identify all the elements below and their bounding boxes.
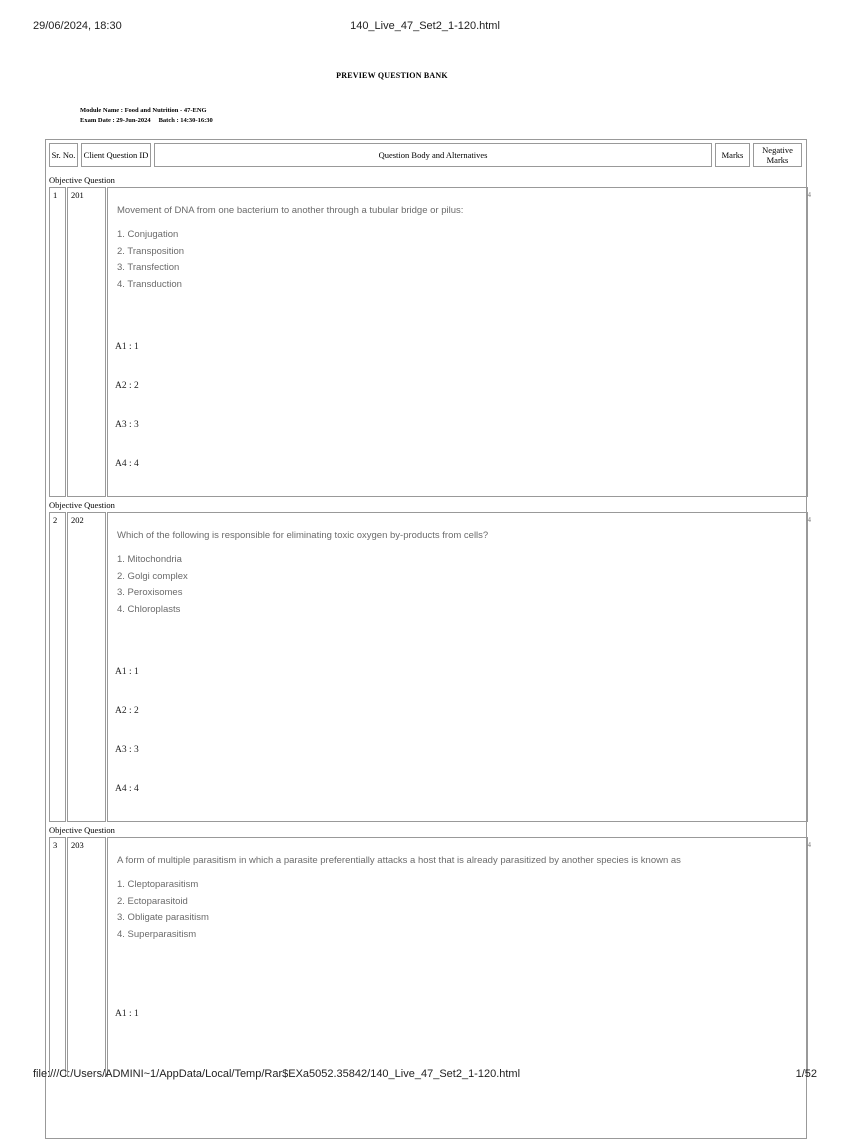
option-item: 4. Transduction <box>117 279 182 291</box>
option-item: 1. Conjugation <box>117 229 179 240</box>
answer-key: A4 : 4 <box>115 784 139 794</box>
question-sr-no: 1 <box>49 187 66 497</box>
option-item: 2. Golgi complex <box>117 570 188 582</box>
question-client-id: 203 <box>67 837 106 1077</box>
header-marks: Marks <box>715 143 750 167</box>
exam-date: Exam Date : 29-Jun-2024 <box>80 117 151 124</box>
answer-key: A3 : 3 <box>115 420 139 430</box>
marks-value: 4 <box>807 841 811 849</box>
module-name: Module Name : Food and Nutrition - 47-ENG <box>80 107 207 114</box>
marks-value: 4 <box>807 516 811 524</box>
header-sr-no: Sr. No. <box>49 143 78 167</box>
answer-key: A3 : 3 <box>115 745 139 755</box>
question-client-id: 202 <box>67 512 106 822</box>
answer-key: A2 : 2 <box>115 706 139 716</box>
section-label: Objective Question <box>49 175 115 185</box>
options-list <box>117 227 737 294</box>
option-item: 3. Obligate parasitism <box>117 912 209 924</box>
question-client-id: 201 <box>67 187 106 497</box>
options-list <box>117 552 737 619</box>
answer-key: A4 : 4 <box>115 459 139 469</box>
print-page-number: 1/52 <box>795 1068 817 1080</box>
question-body-cell <box>107 512 808 822</box>
exam-meta <box>80 106 213 126</box>
header-negative-marks: Negative Marks <box>753 143 802 167</box>
section-label: Objective Question <box>49 825 115 835</box>
question-table <box>45 139 811 1139</box>
print-file-path: file:///C:/Users/ADMINI~1/AppData/Local/Temp/Rar$EXa5052.35842/140_Live_47_Set2_1-120.html <box>33 1068 521 1080</box>
answer-key: A1 : 1 <box>115 667 139 677</box>
question-text: Which of the following is responsible for eliminating toxic oxygen by-products from cells? <box>117 530 489 541</box>
answer-key: A1 : 1 <box>115 342 139 352</box>
question-text: Movement of DNA from one bacterium to another through a tubular bridge or pilus: <box>117 205 464 216</box>
question-body-cell <box>107 837 808 1077</box>
print-filename: 140_Live_47_Set2_1-120.html <box>350 20 500 32</box>
option-item: 2. Transposition <box>117 245 185 257</box>
question-text: A form of multiple parasitism in which a parasite preferentially attacks a host that is already parasitized by another species is known as <box>117 855 681 866</box>
marks-value: 4 <box>807 191 811 199</box>
question-body <box>117 527 737 619</box>
header-client-question-id: Client Question ID <box>81 143 151 167</box>
print-header <box>33 20 817 34</box>
answer-key: A1 : 1 <box>115 1009 139 1019</box>
option-item: 1. Mitochondria <box>117 554 182 565</box>
section-label: Objective Question <box>49 500 115 510</box>
print-datetime: 29/06/2024, 18:30 <box>33 20 122 32</box>
option-item: 3. Transfection <box>117 262 180 274</box>
question-body-cell <box>107 187 808 497</box>
batch-time: Batch : 14:30-16:30 <box>158 117 213 124</box>
option-item: 4. Superparasitism <box>117 929 197 941</box>
option-item: 4. Chloroplasts <box>117 604 181 616</box>
question-sr-no: 2 <box>49 512 66 822</box>
options-list <box>117 877 737 944</box>
option-item: 3. Peroxisomes <box>117 587 183 599</box>
header-question-body: Question Body and Alternatives <box>154 143 712 167</box>
print-footer <box>33 1068 817 1082</box>
question-sr-no: 3 <box>49 837 66 1077</box>
option-item: 1. Cleptoparasitism <box>117 879 199 890</box>
option-item: 2. Ectoparasitoid <box>117 895 188 907</box>
page-title: PREVIEW QUESTION BANK <box>336 71 448 80</box>
question-body <box>117 852 737 944</box>
answer-key: A2 : 2 <box>115 381 139 391</box>
question-body <box>117 202 737 294</box>
